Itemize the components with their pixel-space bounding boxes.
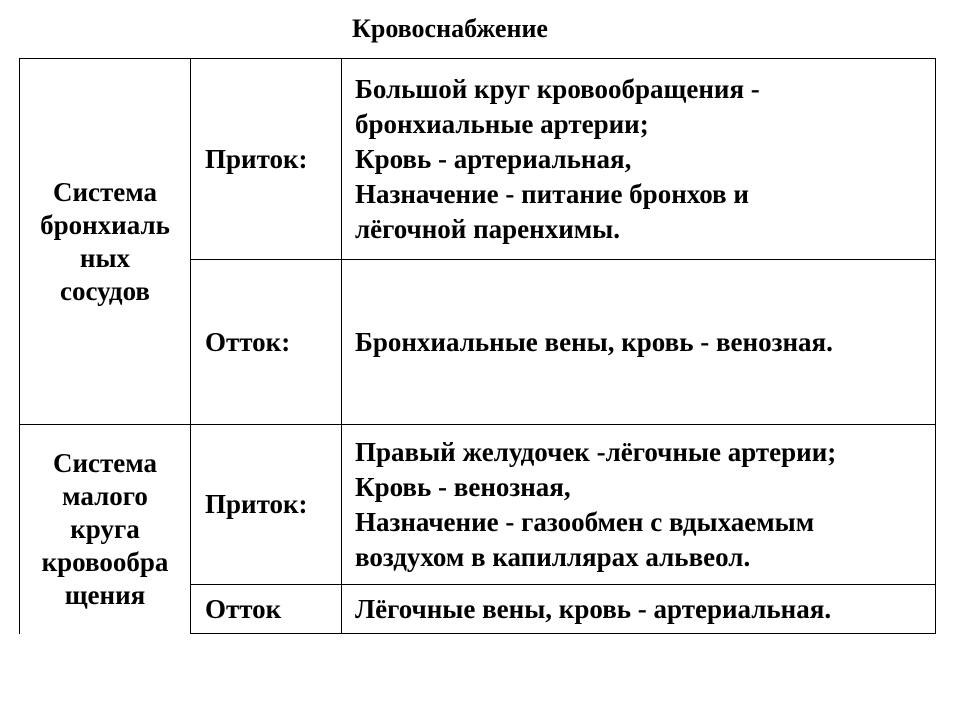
text-line: Кровь - венозная,: [355, 471, 571, 502]
section-name-line: щения: [64, 580, 146, 610]
section-name-line: малого: [62, 481, 148, 511]
blood-supply-table: [19, 58, 936, 634]
row-text-outflow: [342, 585, 935, 633]
text-line: воздухом в капиллярах альвеол.: [355, 541, 751, 572]
row-text-inflow: [342, 59, 935, 259]
text-line: Назначение - газообмен с вдыхаемым: [355, 506, 815, 537]
row-text-outflow: [342, 260, 935, 424]
section-name-line: Система: [52, 448, 157, 478]
row-label-outflow: Отток: [205, 593, 282, 624]
row-label-outflow: Отток:: [205, 326, 291, 357]
section-name-line: кровообра: [41, 547, 169, 577]
table-border-right: [935, 58, 936, 634]
text-line: Лёгочные вены, кровь - артериальная.: [355, 593, 832, 624]
section-name-line: Система: [52, 176, 157, 207]
page-title: Кровоснабжение: [352, 14, 548, 43]
section-name-line: бронхиаль: [40, 209, 170, 240]
text-line: бронхиальные артерии;: [355, 108, 649, 139]
text-line: Бронхиальные вены, кровь - венозная.: [355, 326, 833, 357]
row-label-inflow: Приток:: [205, 143, 308, 174]
row-label-inflow: Приток:: [205, 489, 308, 519]
row-text-inflow: [342, 425, 935, 584]
text-line: лёгочной паренхимы.: [355, 213, 621, 244]
text-line: Назначение - питание бронхов и: [355, 178, 749, 209]
section-name-bronchial: [20, 59, 190, 424]
section-name-line: сосудов: [60, 275, 150, 306]
text-line: Правый желудочек -лёгочные артерии;: [355, 436, 837, 467]
text-line: Кровь - артериальная,: [355, 143, 632, 174]
section-name-pulmonary: [20, 425, 190, 634]
section-name-line: круга: [70, 514, 140, 544]
section-name-line: ных: [79, 242, 131, 273]
table-border-bottom: [190, 633, 936, 634]
text-line: Большой круг кровообращения -: [355, 73, 760, 104]
